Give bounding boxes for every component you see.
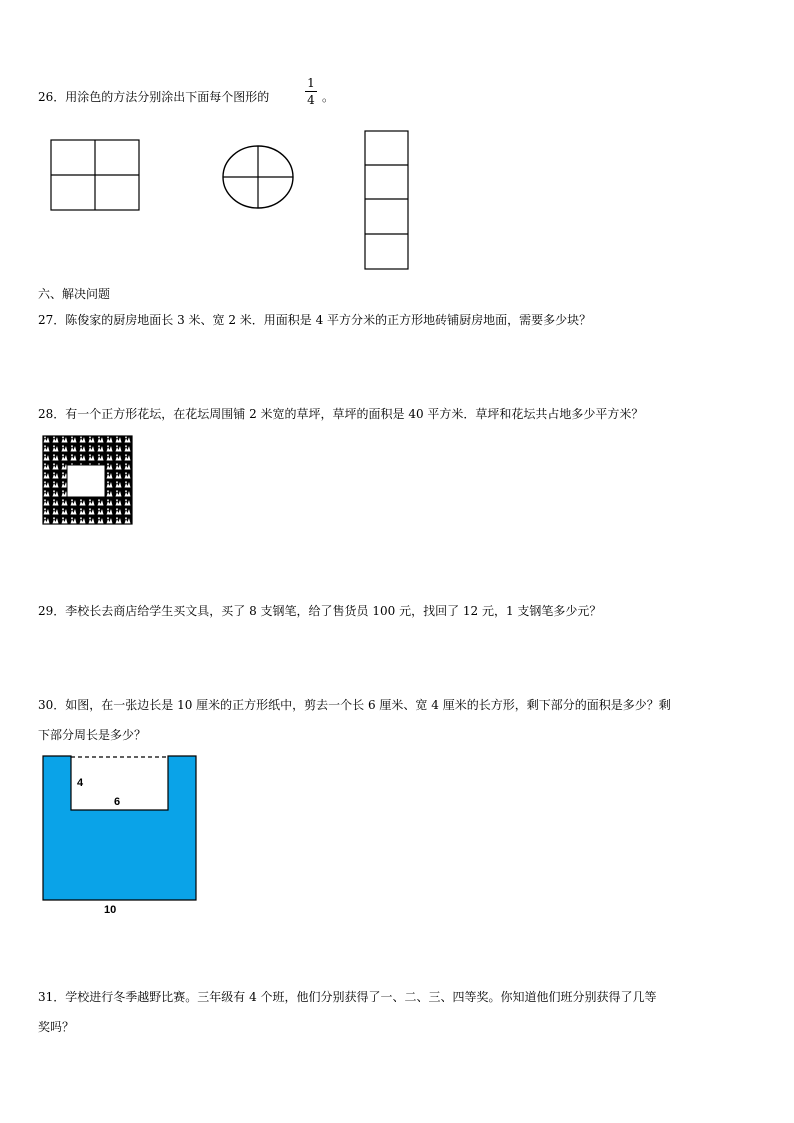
strip-outline (365, 131, 408, 269)
question-30-text-line1: 30．如图，在一张边长是 10 厘米的正方形纸中，剪去一个长 6 厘米、宽 4 厘米的长方形，剩下部分的面积是多少？剩 (38, 698, 671, 712)
question-26-text: 26．用涂色的方法分别涂出下面每个图形的 (38, 90, 270, 104)
flower-bed-center (67, 465, 105, 497)
fraction-denominator: 4 (307, 93, 315, 107)
vertical-strip-quarters-figure (362, 130, 412, 272)
question-27-text: 27．陈俊家的厨房地面长 3 米、宽 2 米．用面积是 4 平方分米的正方形地砖铺厨房地面，需要多少块？ (38, 313, 592, 327)
label-height-4: 4 (77, 777, 84, 789)
label-side-10: 10 (104, 904, 117, 916)
fraction-bar (305, 91, 317, 92)
label-width-6: 6 (114, 796, 121, 808)
question-26-period: 。 (322, 90, 335, 104)
question-29 (38, 603, 601, 619)
section-heading-text: 六、解决问题 (38, 287, 111, 301)
remaining-paper-shape (43, 756, 196, 900)
flower-bed-figure (42, 435, 134, 527)
fraction-numerator: 1 (307, 76, 315, 90)
question-31-text-line1: 31．学校进行冬季越野比赛。三年级有 4 个班，他们分别获得了一、二、三、四等奖。你知道他们班分别获得了几等 (38, 990, 657, 1004)
question-27 (38, 312, 591, 328)
cut-square-figure (42, 755, 198, 902)
question-26-end (322, 89, 334, 105)
question-30-text-line2: 下部分周长是多少？ (38, 728, 147, 742)
fraction-one-quarter (303, 76, 319, 107)
circle-quarters-figure (221, 143, 297, 211)
question-28-text: 28．有一个正方形花坛，在花坛周围铺 2 米宽的草坪，草坪的面积是 40 平方米．草坪和花坛共占地多少平方米？ (38, 407, 644, 421)
question-31-text-line2: 奖吗？ (38, 1020, 75, 1034)
rectangle-quarters-figure (50, 139, 142, 213)
question-31-line1 (38, 989, 657, 1005)
question-30-line1 (38, 697, 671, 713)
question-30-line2 (38, 727, 146, 743)
question-31-line2 (38, 1019, 74, 1035)
question-26 (38, 89, 269, 105)
question-29-text: 29．李校长去商店给学生买文具，买了 8 支钢笔，给了售货员 100 元，找回了 12 元，1 支钢笔多少元？ (38, 604, 602, 618)
section-heading (38, 286, 110, 302)
question-28 (38, 406, 643, 422)
